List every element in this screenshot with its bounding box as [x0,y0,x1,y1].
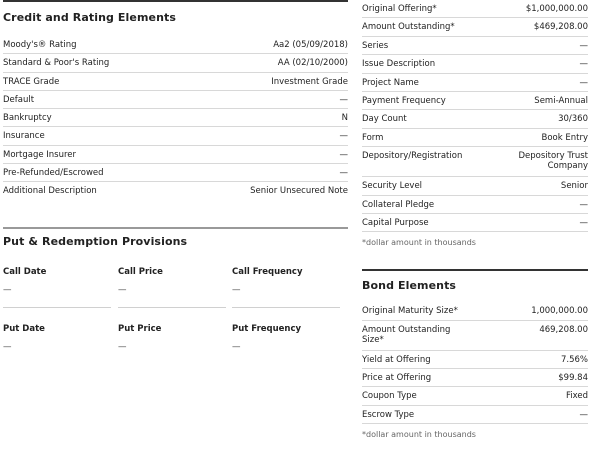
row-value: — [579,217,588,228]
row-label: Original Offering* [362,4,437,14]
call-date-cell [3,264,118,321]
cell-label: Put Date [3,323,45,334]
row-value: Semi-Annual [534,95,588,106]
row-form [362,129,588,147]
right-column [362,0,588,439]
row-label: TRACE Grade [3,76,60,87]
row-label: Mortgage Insurer [3,149,77,160]
row-value: — [339,94,348,105]
row-label: Price at Offering [362,373,432,384]
put-redemption-grid [3,264,348,378]
row-value: — [339,131,348,142]
row-value: — [579,40,588,51]
issue-footnote: *dollar amount in thousands [362,238,476,248]
row-pre-refunded [3,164,348,182]
bond-elements-title: Bond Elements [362,279,457,293]
row-mortgage-insurer [3,146,348,164]
call-price-cell [118,264,232,321]
row-coupon-type [362,387,588,405]
row-payment-frequency [362,92,588,110]
row-collateral-pledge [362,196,588,214]
call-frequency-cell [232,264,348,321]
row-depository-registration [362,147,588,177]
row-original-maturity-size [362,302,588,320]
cell-value: — [118,341,127,352]
row-additional-description [3,182,348,200]
cell-value: — [232,341,241,352]
row-value: — [339,168,348,179]
row-day-count [362,110,588,128]
credit-rating-list [3,36,348,201]
put-date-cell [3,321,118,378]
row-label: Insurance [3,131,45,142]
row-series [362,37,588,55]
row-value: AA (02/10/2000) [277,58,348,69]
row-value: Aa2 (05/09/2018) [273,40,348,50]
row-value: $469,208.00 [533,22,588,33]
cell-divider [118,307,226,308]
cell-label: Call Date [3,266,47,277]
row-value: — [339,149,348,160]
row-default [3,91,348,109]
row-label: Form [362,132,384,143]
row-label: Yield at Offering [362,354,431,365]
row-value: 30/360 [558,114,588,125]
cell-value: — [3,284,12,295]
row-bankruptcy [3,109,348,127]
row-label: Moody's® Rating [3,40,77,50]
row-label: Security Level [362,181,423,192]
row-label: Payment Frequency [362,95,446,106]
row-value: 469,208.00 [539,324,588,335]
row-value: $1,000,000.00 [525,4,588,14]
row-label: Default [3,94,35,105]
row-label: Capital Purpose [362,217,429,228]
row-label: Pre-Refunded/Escrowed [3,168,104,179]
row-label: Standard & Poor's Rating [3,58,110,69]
cell-value: — [118,284,127,295]
row-label: Amount Outstanding Size* [362,324,451,345]
bond-footnote: *dollar amount in thousands [362,430,476,440]
row-value: 7.56% [560,354,588,365]
cell-divider [232,307,340,308]
row-value: Senior [560,181,588,192]
row-issue-description [362,55,588,73]
row-label: Series [362,40,389,51]
row-label: Escrow Type [362,409,415,420]
row-label: Day Count [362,114,407,125]
row-amount-outstanding [362,18,588,36]
row-value: — [579,199,588,210]
row-label: Additional Description [3,186,97,197]
cell-label: Put Price [118,323,162,334]
row-value: N [341,113,348,124]
row-value: — [579,77,588,88]
cell-divider [3,307,111,308]
row-insurance [3,127,348,145]
row-label: Original Maturity Size* [362,306,458,317]
row-value: $99.84 [558,373,588,384]
row-capital-purpose [362,214,588,232]
row-yield-at-offering [362,351,588,369]
bond-elements-list [362,302,588,424]
row-moodys-rating [3,36,348,54]
cell-label: Put Frequency [232,323,302,334]
cell-value: — [3,341,12,352]
put-redemption-title: Put & Redemption Provisions [3,234,188,248]
row-project-name [362,74,588,92]
row-value: Investment Grade [271,76,348,87]
row-value: — [579,409,588,420]
row-value: — [579,59,588,70]
cell-value: — [232,284,241,295]
row-value: Book Entry [541,132,588,143]
row-value: Senior Unsecured Note [250,186,348,197]
row-value: Depository Trust Company [518,151,588,172]
row-trace-grade [3,73,348,91]
row-label: Depository/Registration [362,151,463,162]
row-label: Project Name [362,77,419,88]
row-value: 1,000,000.00 [531,306,588,317]
row-label: Bankruptcy [3,113,52,124]
row-value: Fixed [565,391,588,402]
row-security-level [362,177,588,195]
issue-details-list [362,0,588,232]
cell-label: Call Price [118,266,163,277]
row-amount-outstanding-size [362,321,588,351]
row-label: Issue Description [362,59,436,70]
row-label: Coupon Type [362,391,417,402]
row-sp-rating [3,54,348,72]
row-price-at-offering [362,369,588,387]
left-column [3,0,348,378]
row-label: Collateral Pledge [362,199,435,210]
row-escrow-type [362,406,588,424]
row-original-offering [362,0,588,18]
row-label: Amount Outstanding* [362,22,455,33]
put-price-cell [118,321,232,378]
put-frequency-cell [232,321,348,378]
cell-label: Call Frequency [232,266,303,277]
credit-rating-title: Credit and Rating Elements [3,11,177,24]
